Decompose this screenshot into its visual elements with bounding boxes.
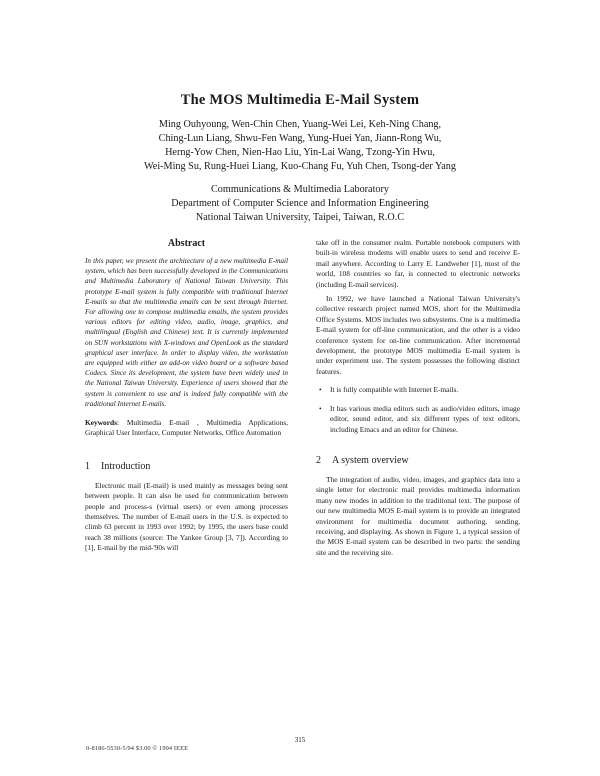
left-column xyxy=(85,238,288,554)
bullet-icon: • xyxy=(319,385,322,395)
overview-text: The integration of audio, video, images, and graphics data into a single letter for electronic mail provides multimedia information many new modes in addition to the traditional text. The purpose of our new multimedia MOS E-mail system is to provide an integrated environment for multimedia document authoring, sending, receiving, and displaying. As shown in Figure 1, a typical session of the MOS E-mail system can be described in two parts: the sending site and the receiving site. xyxy=(316,474,520,557)
author-line: Herng-Yow Chen, Nien-Hao Liu, Yin-Lai Wang, Tzong-Yin Hwu, xyxy=(165,147,435,158)
section-title: Introduction xyxy=(101,460,151,472)
right-column xyxy=(316,238,520,558)
affiliation-line: Department of Computer Science and Information Engineering xyxy=(171,198,429,209)
section-heading-system-overview xyxy=(316,455,520,466)
section-heading-introduction xyxy=(85,461,288,472)
affiliation-line: National Taiwan University, Taipei, Taiwan, R.O.C xyxy=(195,212,405,223)
abstract-heading: Abstract xyxy=(167,238,206,249)
section-title: A system overview xyxy=(332,454,409,466)
bullet-icon: • xyxy=(319,403,322,413)
abstract-text: In this paper, we present the architecture of a new multimedia E-mail system, which has been successfully developed in the Communications and Multimedia Laboratory of National Taiwan University. This prototype E-mail system is fully compatible with traditional Internet E-mails so that the multimedia emails can be sent through Internet. For allowing one to compose multimedia emails, the system provides various editors for editing video, audio, image, graphics, and multilingual (English and Chinese) text. It is currently implemented on SUN workstations with X-windows and OpenLook as the standard graphical user interface. In order to display video, the workstation are equipped with either an add-on video board or a software based Codecs. Since its development, the system have been widely used in the National Taiwan University. Experience of users showed that the system is convenient to use and is indeed fully compatible with the traditional Internet E-mails. xyxy=(85,257,288,408)
author-list xyxy=(60,118,540,174)
section-number: 2 xyxy=(316,454,321,466)
author-line: Ching-Lun Liang, Shwu-Fen Wang, Yung-Huei Yan, Jiann-Rong Wu, xyxy=(158,133,442,144)
page-number: 315 xyxy=(294,736,306,744)
intro-continuation: take off in the consumer realm. Portable notebook computers with built-in wireless modems will enable users to send and receive E-mail anywhere. According to Larry E. Landweber [1], most of the world, 108 countries so far, is connected to electronic networks (including E-mail services). xyxy=(316,238,520,289)
affiliation-line: Communications & Multimedia Laboratory xyxy=(211,184,389,195)
keywords-label: Keywords xyxy=(85,418,118,428)
keywords-text: : Multimedia E-mail , Multimedia Applications, Graphical User Interface, Computer Networks, Office Automation xyxy=(85,418,288,438)
author-line: Wei-Ming Su, Rung-Huei Liang, Kuo-Chang Fu, Yuh Chen, Tsong-der Yang xyxy=(144,161,456,172)
list-item: • It has various media editors such as audio/video editors, image editor, sound editor, and six different types of text editors, including Emacs and an editor for Chinese. xyxy=(319,403,520,434)
copyright-footer: 0-8186-5530-5/94 $3.00 © 1994 IEEE xyxy=(86,745,189,752)
introduction-text: Electronic mail (E-mail) is used mainly as messages being sent between people. It can also be used for communication between people and process-s (virtual users) or even among processes themselves. The number of E-mail users in the U.S. is expected to climb 63 percent in 1993 over 1992; by 1995, the users base could reach 38 millions (source: The Yankee Group [3, 7]). According to [1], E-mail by the mid-'90s will xyxy=(85,480,288,553)
author-line: Ming Ouhyoung, Wen-Chin Chen, Yuang-Wei Lei, Keh-Ning Chang, xyxy=(158,119,442,130)
feature-list xyxy=(316,385,520,435)
intro-paragraph-2: In 1992, we have launched a National Taiwan University's collective research project named MOS, short for the Multimedia Office Systems. MOS includes two subsystems. One is a multimedia E-mail system for off-line communication, and the other is a video conference system for on-line communication. After incremental development, the prototype MOS multimedia E-mail system is under experiment use. The system possesses the following distinct features. xyxy=(316,294,520,376)
section-number: 1 xyxy=(85,460,90,472)
affiliation xyxy=(60,183,540,225)
keywords xyxy=(85,418,288,439)
paper-title: The MOS Multimedia E-Mail System xyxy=(180,92,420,108)
list-item: • It is fully compatible with Internet E-mails. xyxy=(319,385,459,395)
